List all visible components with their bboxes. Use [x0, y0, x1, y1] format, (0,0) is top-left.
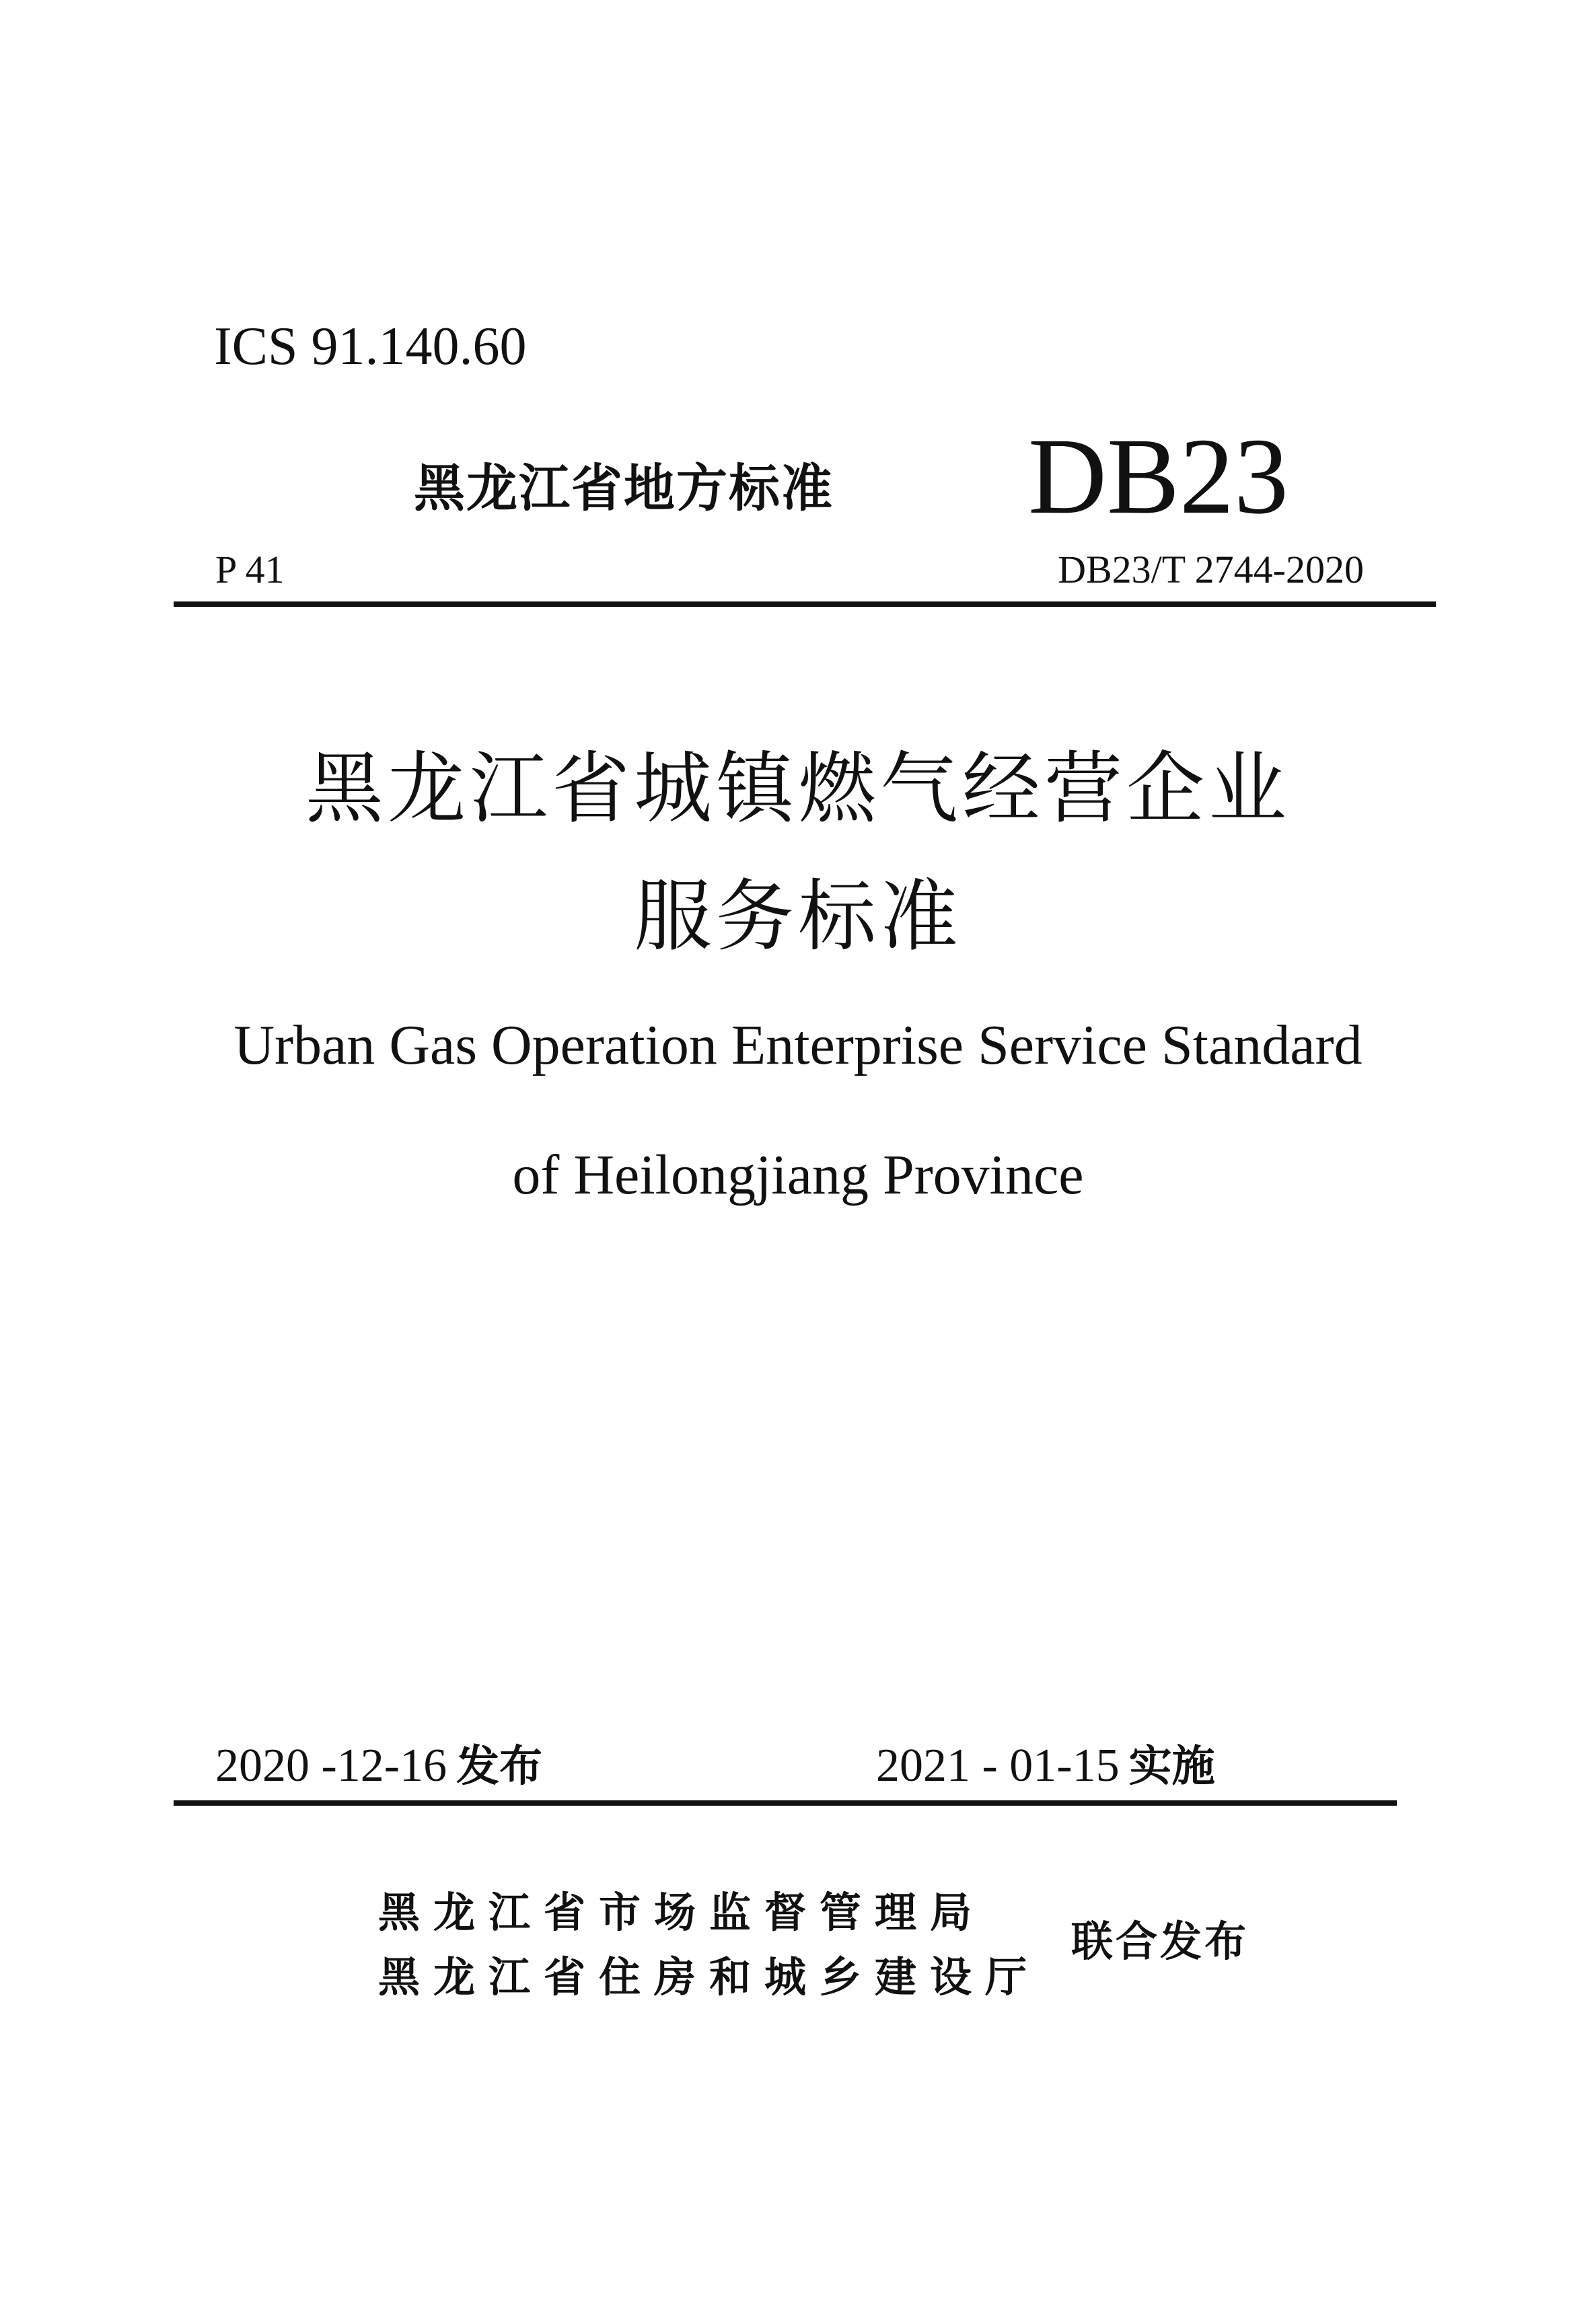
issue-date-group — [215, 1742, 542, 1790]
title-en-line2: of Heilongjiang Province — [512, 1144, 1084, 1206]
issue-label: 发布 — [456, 1742, 543, 1792]
ics-code: ICS 91.140.60 — [214, 317, 527, 376]
effective-date-group — [876, 1742, 1215, 1790]
title-en-line1: Urban Gas Operation Enterprise Service Standard — [233, 1014, 1363, 1076]
title-cn-line2: 服务标准 — [634, 871, 962, 962]
publisher-housing-construction: 黑龙江省住房和城乡建设厅 — [378, 1952, 1041, 2002]
local-standard-label: 黑龙江省地方标准 — [414, 458, 834, 518]
top-divider — [174, 601, 1436, 607]
standard-number: DB23/T 2744-2020 — [1058, 548, 1364, 591]
joint-publish-label: 联合发布 — [1071, 1917, 1249, 1966]
issue-date: 2020 -12-16 — [215, 1740, 447, 1792]
classification-code: P 41 — [215, 548, 285, 591]
bottom-divider — [174, 1800, 1397, 1806]
effective-label: 实施 — [1128, 1742, 1215, 1792]
title-cn-line1: 黑龙江省城镇燃气经营企业 — [305, 743, 1291, 834]
effective-date: 2021 - 01-15 — [876, 1740, 1120, 1792]
db-code: DB23 — [1028, 416, 1289, 537]
publisher-market-regulation: 黑龙江省市场监督管理局 — [378, 1888, 986, 1937]
